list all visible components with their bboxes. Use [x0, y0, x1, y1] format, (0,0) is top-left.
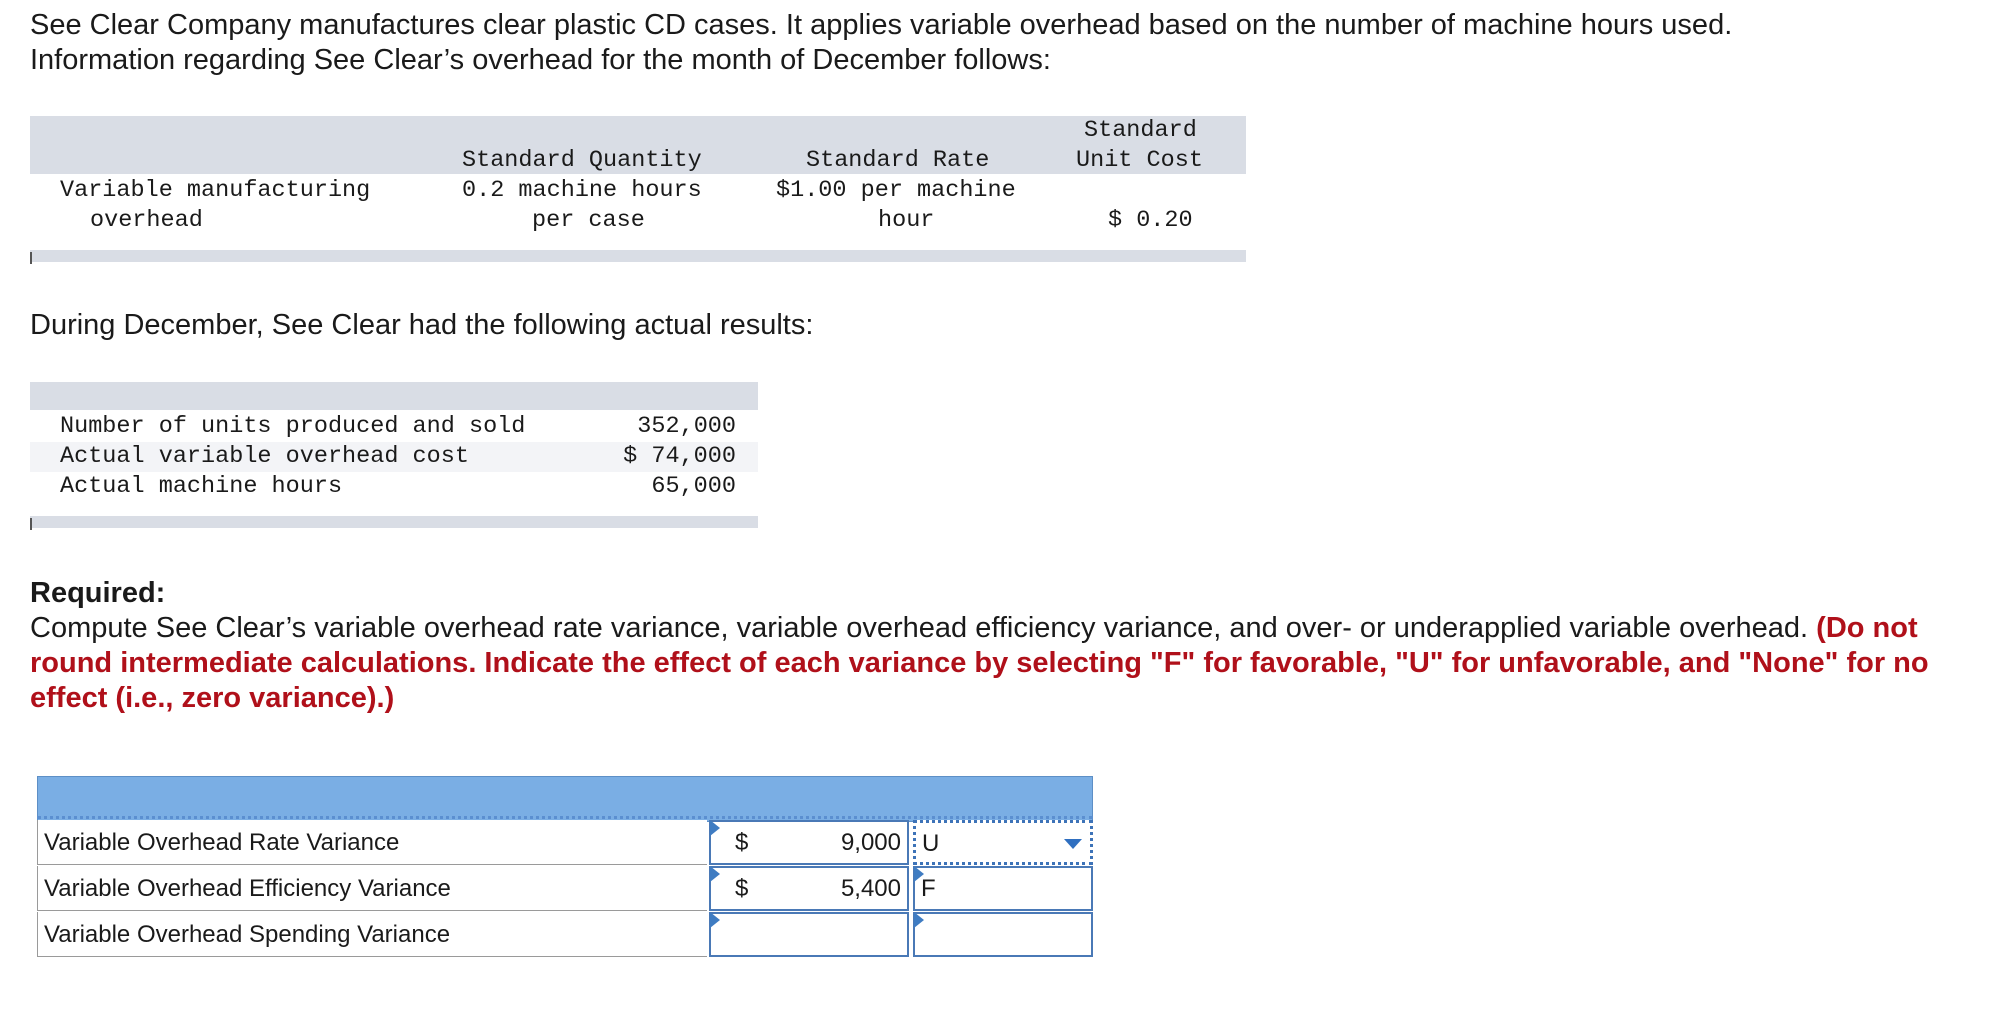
flag-icon — [710, 820, 720, 836]
actuals-footer-tick — [30, 518, 32, 530]
standards-footer-tick — [30, 252, 32, 264]
actual-results-intro: During December, See Clear had the following actual results: — [30, 309, 814, 341]
chevron-down-icon[interactable] — [1064, 839, 1082, 849]
row-label-line1: Variable manufacturing — [60, 177, 371, 204]
row-unit-cost: $ 0.20 — [1108, 207, 1193, 234]
actuals-row-label: Actual machine hours — [60, 473, 343, 500]
table-row — [37, 866, 1093, 912]
rate-variance-effect-select[interactable] — [913, 820, 1093, 865]
header-standard-quantity: Standard Quantity — [462, 147, 702, 174]
actuals-row-label: Number of units produced and sold — [60, 413, 526, 440]
required-heading: Required: — [30, 577, 166, 609]
efficiency-variance-effect-value: F — [921, 875, 936, 902]
intro-paragraph — [30, 8, 1970, 78]
flag-icon — [914, 866, 924, 882]
answer-grid — [37, 776, 1093, 966]
currency-symbol: $ — [735, 875, 749, 902]
actuals-row-value: 352,000 — [637, 413, 736, 440]
table-row — [37, 820, 1093, 866]
focus-outline-top — [37, 816, 1093, 819]
rate-variance-amount: 9,000 — [840, 829, 901, 856]
row-rate-line1: $1.00 per machine — [776, 177, 1016, 204]
spending-variance-label: Variable Overhead Spending Variance — [37, 912, 707, 957]
standards-table — [30, 116, 1246, 266]
flag-icon — [710, 866, 720, 882]
currency-symbol: $ — [735, 829, 749, 856]
actuals-row-value: $ 74,000 — [623, 443, 736, 470]
actuals-footer-band — [30, 516, 758, 528]
row-qty-line2: per case — [532, 207, 645, 234]
row-rate-line2: hour — [878, 207, 935, 234]
flag-icon — [710, 912, 720, 928]
flag-icon — [914, 912, 924, 928]
header-unit-cost-line1: Standard — [1084, 117, 1197, 144]
rate-variance-effect-value: U — [922, 830, 940, 857]
table-row — [37, 912, 1093, 958]
header-standard-rate: Standard Rate — [806, 147, 990, 174]
actuals-row-label: Actual variable overhead cost — [60, 443, 469, 470]
efficiency-variance-effect-select[interactable] — [913, 866, 1093, 911]
standards-footer-band — [30, 250, 1246, 262]
intro-line-2: Information regarding See Clear’s overhead for the month of December follows: — [30, 44, 1051, 76]
rate-variance-amount-input[interactable] — [709, 820, 909, 865]
efficiency-variance-amount-input[interactable] — [709, 866, 909, 911]
actuals-table — [30, 382, 758, 532]
actuals-header-band — [30, 382, 758, 410]
actuals-row-value: 65,000 — [651, 473, 736, 500]
row-qty-line1: 0.2 machine hours — [462, 177, 702, 204]
efficiency-variance-amount: 5,400 — [840, 875, 901, 902]
header-unit-cost-line2: Unit Cost — [1076, 147, 1203, 174]
row-label-line2: overhead — [90, 207, 203, 234]
efficiency-variance-label: Variable Overhead Efficiency Variance — [37, 866, 707, 911]
spending-variance-amount-input[interactable] — [709, 912, 909, 957]
spending-variance-effect-select[interactable] — [913, 912, 1093, 957]
required-text: Compute See Clear’s variable overhead rate variance, variable overhead efficiency variance, and over- or underapplied variable overhead. — [30, 612, 1809, 644]
required-instruction: (Do not round intermediate calculations. Indicate the effect of each variance by selecting "F" for favorable, "U" for unfavorable, and "None" for no effect (i.e., zero variance).) — [30, 612, 1929, 714]
intro-line-1: See Clear Company manufactures clear plastic CD cases. It applies variable overhead based on the number of machine hours used. — [30, 9, 1733, 41]
required-section — [30, 576, 1970, 716]
rate-variance-label: Variable Overhead Rate Variance — [37, 820, 707, 865]
